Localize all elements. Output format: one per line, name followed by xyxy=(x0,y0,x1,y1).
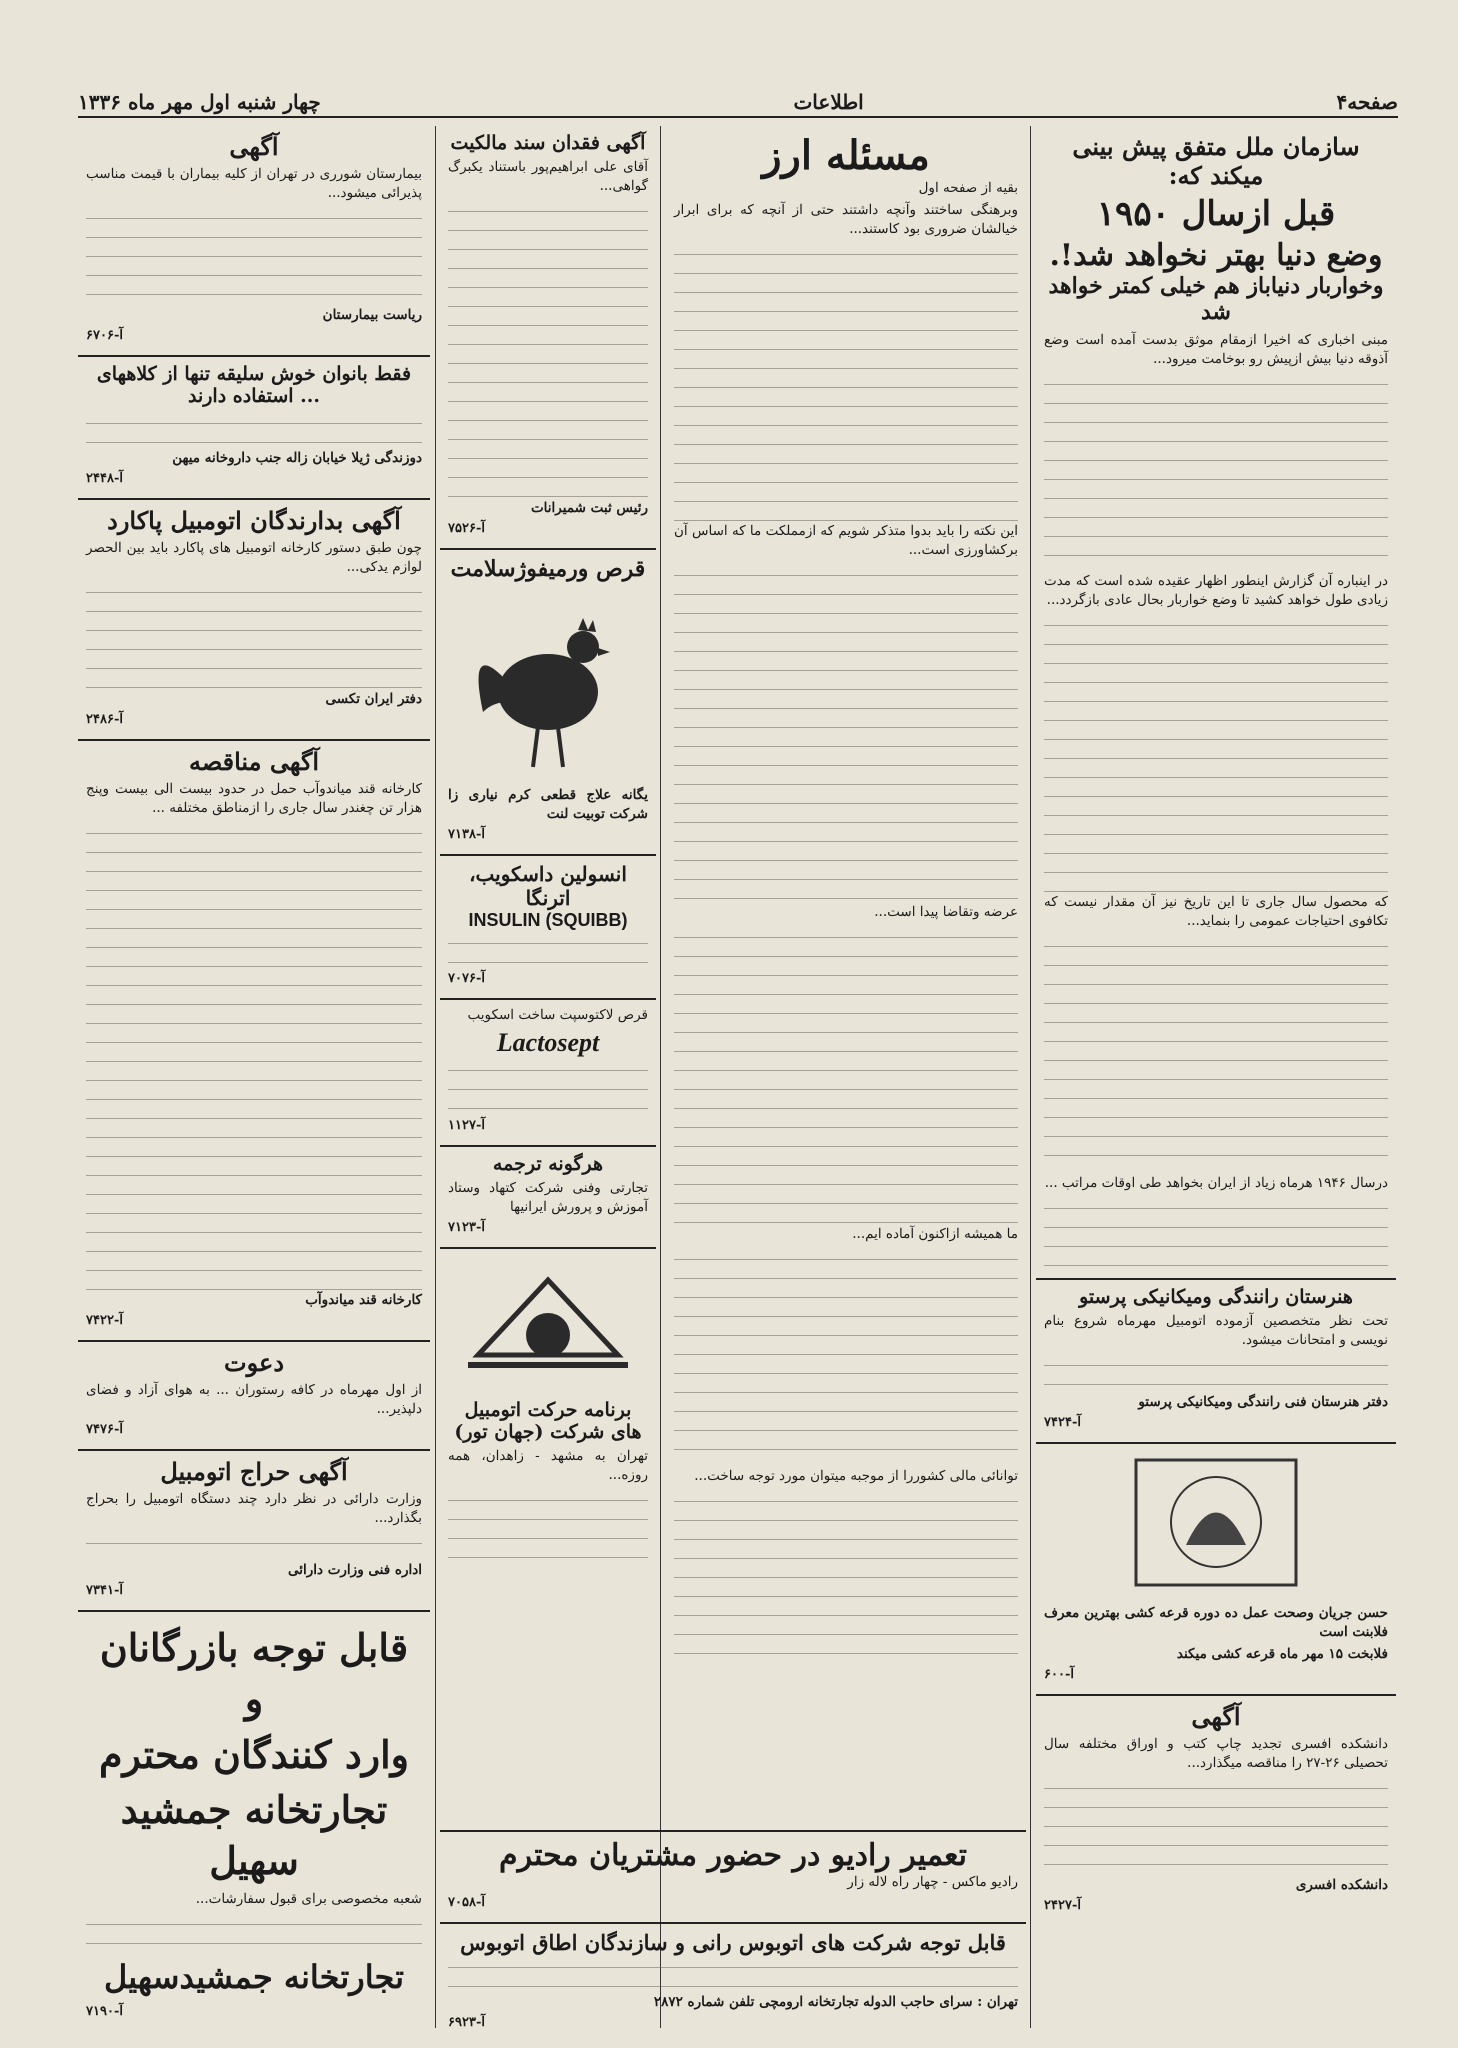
ad-reference: آ-۶۷۰۶ xyxy=(86,328,123,343)
paper-name: اطلاعات xyxy=(793,90,864,114)
lead-headline-3: وضع دنیا بهتر نخواهد شد!. xyxy=(1049,238,1383,274)
text-body xyxy=(448,931,648,971)
rooster-icon xyxy=(448,582,648,782)
article-paragraph: این نکته را باید بدوا متذکر شویم که ازمملکت ما که اساس آن برکشاورزی است... xyxy=(674,523,1018,558)
radio-subtitle: رادیو ماکس - چهار راه لاله زار xyxy=(847,1874,1018,1890)
ad-reference: آ-۷۵۲۶ xyxy=(448,521,485,536)
ad-reference: آ-۷۱۳۸ xyxy=(448,827,485,842)
lottery-ad xyxy=(1036,1442,1396,1688)
fabric-title: فقط بانوان خوش سلیقه تنها از کلاههای ... استفاده دارند xyxy=(96,363,412,407)
text-body xyxy=(86,580,422,690)
article-paragraph: عرضه وتقاضا پیدا است... xyxy=(874,904,1018,920)
ownership-signature: رئیس ثبت شمیرانات xyxy=(530,500,648,516)
text-body xyxy=(674,242,1018,522)
translation-title: هرگونه ترجمه xyxy=(492,1153,604,1175)
ad-reference: آ-۲۴۴۸ xyxy=(86,471,123,486)
bottom-ads xyxy=(440,1830,1026,2030)
text-body xyxy=(86,821,422,1291)
article-title: مسئله ارز xyxy=(762,132,930,179)
lottery-emblem-icon xyxy=(1044,1450,1388,1600)
ad-reference: آ-۷۱۲۳ xyxy=(448,1220,485,1235)
bus-schedule-text: تهران به مشهد - زاهدان، همه روزه... xyxy=(448,1448,648,1483)
invitation-text: از اول مهرماه در کافه رستوران ... به هوای آزاد و فضای دلپذیر... xyxy=(86,1382,422,1417)
lottery-text: حسن جریان وصحت عمل ده دوره قرعه کشی بهترین معرف فلابنت است xyxy=(1044,1605,1388,1641)
lead-headline-4: وخواربار دنیاباز هم خیلی کمتر خواهد شد xyxy=(1048,273,1384,326)
ads-middle-column xyxy=(440,126,656,1828)
text-body xyxy=(674,563,1018,903)
lead-paragraph: مبنی اخباری که اخیرا ازمقام موثق بدست آمده است وضع آذوقه دنیا بیش ازپیش رو بوخامت میرود... xyxy=(1044,332,1388,368)
ad-reference: آ-۲۴۸۶ xyxy=(86,712,123,727)
college-ad xyxy=(1036,1694,1396,1919)
ad-reference: آ-۷۱۹۰ xyxy=(86,2003,123,2019)
merchant-line-1: قابل توجه بازرگانان و xyxy=(99,1625,409,1722)
merchant-ad xyxy=(78,1610,430,2025)
pills-text: یگانه علاج قطعی کرم نیاری زا شرکت توبیت لنت xyxy=(448,787,648,822)
article-paragraph: توانائی مالی کشوررا از موجبه میتوان مورد توجه ساخت... xyxy=(694,1468,1018,1484)
ad-reference: آ-۷۴۲۴ xyxy=(1044,1415,1081,1431)
hospital-text: بیمارستان شورری در تهران از کلیه بیماران با قیمت مناسب پذیرائی میشود... xyxy=(86,166,422,201)
school-title: هنرستان رانندگی ومیکانیکی پرستو xyxy=(1079,1286,1353,1309)
text-body xyxy=(448,199,648,499)
ads-left-column xyxy=(78,126,430,2028)
text-body xyxy=(1044,1776,1388,1876)
school-signature: دفتر هنرستان فنی رانندگی ومیکانیکی پرستو xyxy=(1138,1394,1388,1411)
page-number: صفحه۴ xyxy=(1336,90,1398,114)
lottery-text-2: فلابخت ۱۵ مهر ماه قرعه کشی میکند xyxy=(1176,1646,1388,1663)
tender-text: کارخانه قند میاندوآب حمل در حدود بیست الی بیست وپنج هزار تن چغندر سال جاری را ازمناطق مختلفه ... xyxy=(86,781,422,816)
hospital-signature: ریاست بیمارستان xyxy=(322,307,422,323)
page-header xyxy=(78,88,1398,118)
bus-builders-title: قابل توجه شرکت های اتوبوس رانی و سازندگان اطاق اتوبوس xyxy=(460,1930,1006,1955)
article-subtitle: بقیه از صفحه اول xyxy=(918,180,1018,196)
auction-ad xyxy=(78,1449,430,1604)
hospital-ad xyxy=(78,126,430,349)
text-body xyxy=(1044,1353,1388,1393)
ad-reference: آ-۶۰۰ xyxy=(1044,1667,1074,1683)
lacto-ad xyxy=(440,998,656,1139)
packard-title: آگهی بدارندگان اتومبیل پاکارد xyxy=(107,506,401,535)
auction-signature: اداره فنی وزارت دارائی xyxy=(287,1562,422,1578)
invitation-title: دعوت xyxy=(224,1348,284,1377)
lead-paragraph: درسال ۱۹۴۶ هرماه زیاد از ایران بخواهد طی اوقات مراتب ... xyxy=(1044,1175,1388,1192)
ownership-ad xyxy=(440,126,656,542)
merchant-line-2: وارد کنندگان محترم xyxy=(98,1731,410,1777)
article-paragraph: وبرهنگی ساختند وآنچه داشتند حتی از آنچه که برای ابرار خیالشان ضروری بود کاستند... xyxy=(674,202,1018,237)
auction-title: آگهی حراج اتومبیل xyxy=(160,1457,348,1486)
bus-company-logo-icon xyxy=(448,1255,648,1395)
pills-title: قرص ورمیفوژسلامت xyxy=(450,556,646,582)
tender-title: آگهی مناقصه xyxy=(188,747,320,776)
radio-title: تعمیر رادیو در حضور مشتریان محترم xyxy=(499,1838,967,1873)
hospital-title: آگهی xyxy=(229,132,279,161)
text-body xyxy=(1044,372,1388,572)
translation-ad xyxy=(440,1145,656,1241)
column-rule xyxy=(660,126,661,2028)
text-body xyxy=(448,1058,648,1118)
ad-reference: آ-۷۳۴۱ xyxy=(86,1583,123,1598)
column-rule xyxy=(1030,126,1031,2028)
insulin-title: انسولین داسکویب، اترنگا xyxy=(469,862,627,910)
text-body xyxy=(674,925,1018,1225)
lead-paragraph: در اینباره آن گزارش اینطور اظهار عقیده شده است که مدت زیادی طول خواهد کشید تا وضع خواربار بحال عادی بازگردد... xyxy=(1044,573,1388,609)
pills-ad xyxy=(440,548,656,848)
text-body xyxy=(1044,1196,1388,1266)
merchant-text: شعبه مخصوصی برای قبول سفارشات... xyxy=(195,1891,422,1908)
bus-schedule-title: برنامه حرکت اتومبیل های شرکت (جهان تور) xyxy=(454,1399,642,1443)
insulin-ad xyxy=(440,854,656,992)
text-body xyxy=(448,1955,1018,1993)
text-body xyxy=(86,206,422,306)
lead-paragraph: که محصول سال جاری تا این تاریخ نیز آن مقدار نیست که تکافوی احتیاجات عمومی را بنماید... xyxy=(1044,894,1388,930)
lead-headline-1: سازمان ملل متفق پیش بینی میکند که: xyxy=(1072,132,1360,190)
lacto-latin: Lactosept xyxy=(496,1028,600,1057)
ownership-text: آقای علی ابراهیم‌پور باستناد یکبرگ گواهی... xyxy=(448,159,648,194)
bus-builders-ad xyxy=(440,1922,1026,2030)
school-text: تحت نظر متخصصین آزموده اتومبیل مهرماه شروع بنام نویسی و امتحانات میشود. xyxy=(1044,1313,1388,1349)
text-body xyxy=(674,1489,1018,1669)
ad-reference: آ-۷۰۷۶ xyxy=(448,971,485,986)
ad-reference: آ-۷۴۲۲ xyxy=(86,1313,123,1328)
lead-article xyxy=(1036,126,1396,1272)
college-signature: دانشکده افسری xyxy=(1295,1877,1388,1894)
fabric-ad xyxy=(78,355,430,492)
article-paragraph: ما همیشه ازاکنون آماده ایم... xyxy=(852,1226,1018,1242)
issue-date: چهار شنبه اول مهر ماه ۱۳۳۶ xyxy=(78,90,321,114)
column-rule xyxy=(435,126,436,2028)
text-body xyxy=(1044,934,1388,1174)
text-body xyxy=(86,1531,422,1561)
fabric-text: دوزندگی ژیلا خیابان زاله جنب داروخانه میهن xyxy=(172,450,422,466)
text-body xyxy=(86,411,422,449)
lead-headline-2: قبل ازسال ۱۹۵۰ xyxy=(1096,194,1336,234)
bus-schedule-ad xyxy=(440,1247,656,1574)
merchant-line-4: تجارتخانه جمشیدسهیل xyxy=(103,1958,404,1997)
radio-repair-ad xyxy=(440,1830,1026,1916)
ad-reference: آ-۱۱۲۷ xyxy=(448,1118,485,1133)
text-body xyxy=(674,1247,1018,1467)
tender-ad xyxy=(78,739,430,1334)
text-body xyxy=(448,1488,648,1568)
packard-signature: دفتر ایران تکسی xyxy=(325,691,422,707)
currency-article xyxy=(666,126,1026,1675)
ad-reference: آ-۷۴۷۶ xyxy=(86,1422,123,1437)
ad-reference: آ-۷۰۵۸ xyxy=(448,1895,485,1910)
merchant-line-3: تجارتخانه جمشید سهیل xyxy=(120,1786,388,1884)
bus-builders-text: تهران : سرای حاجب الدوله تجارتخانه ارومچی تلفن شماره ۲۸۷۲ xyxy=(653,1994,1018,2010)
ad-reference: آ-۶۹۲۳ xyxy=(448,2015,485,2030)
college-title: آگهی xyxy=(1191,1702,1241,1732)
insulin-latin: INSULIN (SQUIBB) xyxy=(468,910,628,930)
packard-text: چون طبق دستور کارخانه اتومبیل های پاکارد باید بین الحصر لوازم یدکی... xyxy=(86,540,422,575)
auction-text: وزارت دارائی در نظر دارد چند دستگاه اتومبیل را بحراج بگذارد... xyxy=(86,1491,422,1526)
translation-text: تجارتی وفنی شرکت کتهاد وستاد آموزش و پرورش ایرانیها xyxy=(448,1180,648,1215)
college-text: دانشکده افسری تجدید چاپ کتب و اوراق مختلفه سال تحصیلی ۲۶-۲۷ را مناقصه میگذارد... xyxy=(1044,1736,1388,1772)
packard-ad xyxy=(78,498,430,733)
text-body xyxy=(86,1912,422,1952)
lacto-title: قرص لاکتوسپت ساخت اسکویب xyxy=(467,1007,648,1023)
ad-reference: آ-۲۴۲۷ xyxy=(1044,1898,1081,1914)
school-ad xyxy=(1036,1278,1396,1436)
text-body xyxy=(1044,613,1388,893)
lead-column xyxy=(1036,126,1396,2028)
currency-column xyxy=(666,126,1026,1828)
ownership-title: آگهی فقدان سند مالکیت xyxy=(450,132,646,154)
invitation-ad xyxy=(78,1340,430,1443)
tender-signature: کارخانه قند میاندوآب xyxy=(305,1292,422,1308)
